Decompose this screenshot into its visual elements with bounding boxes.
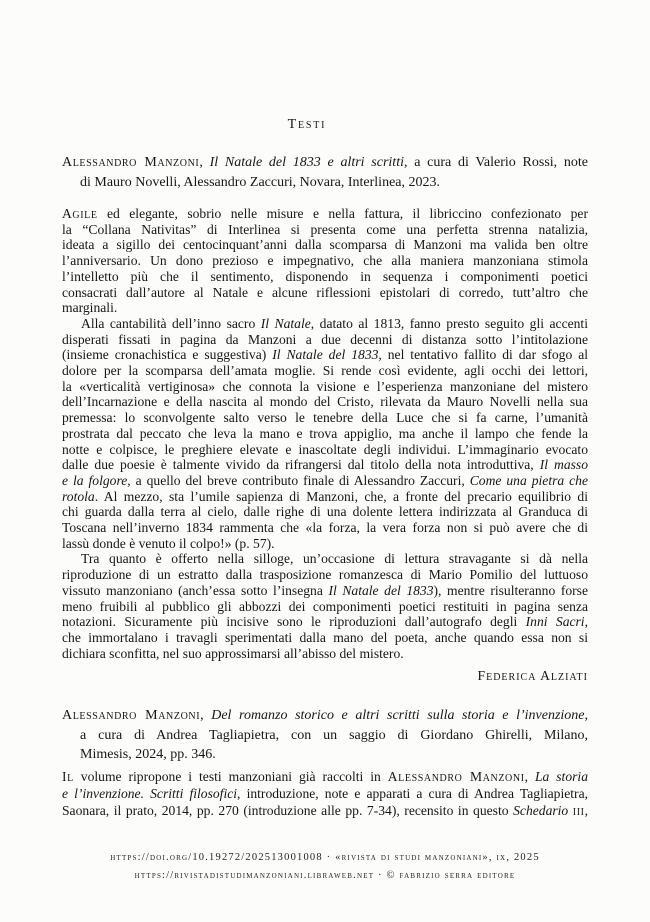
text-line <box>62 583 588 599</box>
text-run: , a cura di Valerio Rossi, note <box>403 155 588 170</box>
small-caps-text: Alessandro Manzoni <box>62 155 200 170</box>
text-line <box>62 536 588 552</box>
text-line <box>62 269 588 285</box>
text-run: premessa: lo sconvolgente salto verso le tenebre della Luce che si fa carne, l’umanità <box>62 410 588 426</box>
text-line <box>62 630 588 646</box>
text-run: dalle due poesie è talmente vivido da rifrangersi dal titolo della nota introduttiva, <box>62 457 540 473</box>
text-line <box>62 567 588 583</box>
text-run: l’anniversario. Un dono prezioso e impegnativo, che alla maniera manzoniana stimola <box>62 253 588 269</box>
text-line <box>62 442 588 458</box>
review-citation <box>62 706 588 765</box>
text-run: notazioni. Sicuramente più incisive sono le riproduzioni dall’autografo degli <box>62 614 526 630</box>
text-line <box>62 316 588 332</box>
text-run: vissuto manzoniano (anch’essa sotto l’insegna <box>62 582 329 598</box>
text-line <box>62 394 588 410</box>
review-citation <box>62 153 588 193</box>
text-line <box>62 599 588 615</box>
paragraph <box>62 206 588 316</box>
review-body <box>62 206 588 661</box>
footer-site-line: https://rivistadistudimanzoniani.libraweb.net · © fabrizio serra editore <box>134 870 516 881</box>
italic-text: Come una pietra che <box>469 472 588 488</box>
text-line <box>62 768 588 785</box>
text-run: che immortalano i travagli sperimentati dalla mano del poeta, anche quando essa non si <box>62 629 588 645</box>
small-caps-text: Agile <box>62 206 98 221</box>
text-run: . Al mezzo, sta l’umile sapienza di Manzoni, che, a fronte del precario equilibrio di <box>94 488 588 504</box>
text-run: dolore per la scomparsa dell’amata moglie. Si rende così evidente, agli occhi dei lettori, <box>62 363 588 379</box>
text-run: , <box>584 614 588 630</box>
text-run: , <box>199 155 210 170</box>
text-run: Saonara, il prato, 2014, pp. 270 (introduzione alle pp. 7-34), recensito in questo <box>62 803 514 818</box>
text-line <box>62 173 588 193</box>
text-run: la «verticalità vertiginosa» che connota la visione e l’esperienza manzoniane del mistero <box>62 378 588 394</box>
italic-text: e l’invenzione. Scritti filosofici <box>62 786 238 801</box>
text-line <box>62 802 588 819</box>
text-run: riproduzione di un estratto dalla trasposizione romanzesca di Mario Pomilio del luttuoso <box>62 567 588 583</box>
text-run: marginali. <box>62 300 118 316</box>
text-run: notte e colpisce, le preghiere elevate e inascoltate degli individui. L’immaginario evocato <box>62 441 588 457</box>
text-line <box>62 347 588 363</box>
text-line <box>62 153 588 173</box>
paragraph <box>62 768 588 819</box>
text-line <box>62 614 588 630</box>
italic-text: Schedario <box>513 803 569 818</box>
paragraph <box>62 316 588 552</box>
italic-text: Il Natale <box>260 315 311 331</box>
italic-text: Il Natale del 1833 <box>328 582 434 598</box>
text-run: ideata a sigillo dei centocinquant’anni dalla scomparsa di Manzoni ma valida ben oltre <box>62 237 588 253</box>
small-caps-text: Alessandro Manzoni <box>387 769 525 784</box>
text-line <box>62 222 588 238</box>
text-run: , introduzione, note e apparati a cura di Andrea Tagliapietra, <box>237 786 588 801</box>
text-run: , nel tentativo fallito di dar sfogo al <box>378 347 588 363</box>
text-line <box>62 646 588 662</box>
small-caps-text: Il <box>62 769 74 784</box>
text-run: , <box>584 708 588 723</box>
italic-text: La storia <box>534 769 588 784</box>
text-line <box>62 706 588 726</box>
text-run: ), mentre risulteranno forse <box>433 582 588 598</box>
text-run: disperati fissati in pagina da Manzoni a due decenni di distanza sotto l’intitolazione <box>62 331 588 347</box>
text-run: , <box>584 803 588 818</box>
text-run: lassù donde è venuto il colpo!» (p. 57). <box>62 535 275 551</box>
text-run: dichiara sconfitta, nel suo approssimarsi all’abisso del mistero. <box>62 645 404 661</box>
italic-text: rotola <box>62 488 95 504</box>
text-line <box>62 745 588 765</box>
text-run: Toscana nell’inverno 1834 rammenta che «la forza, la vera forza non si può avere che di <box>62 520 588 536</box>
text-run: prostrata dal peccato che leva la mano e trova appiglio, ma anche il lampo che fende la <box>62 425 588 441</box>
small-caps-text: iii <box>572 803 585 818</box>
text-run: Mimesis, 2024, pp. 346. <box>80 747 216 762</box>
text-line <box>62 473 588 489</box>
text-run: , <box>200 708 212 723</box>
text-run: ed elegante, sobrio nelle misure e nella fattura, il libriccino confezionato per <box>97 206 588 221</box>
text-run: Tra quanto è offerto nella silloge, un’occasione di lettura stravagante si dà nella <box>81 551 588 567</box>
text-run: , a quello del breve contributo finale di Alessandro Zaccuri, <box>127 472 470 488</box>
text-line <box>62 785 588 802</box>
italic-text: Del romanzo storico e altri scritti sulla storia e l’invenzione <box>211 708 585 723</box>
text-run: consacrati dall’autore al Natale e alcune riflessioni epistolari di corredo, tutt’altro che <box>62 284 588 300</box>
text-run: chi guarda dalla terra al cielo, dalle righe di una dolente lettera indirizzata al Granduca di <box>62 504 588 520</box>
text-line <box>62 504 588 520</box>
text-line <box>62 285 588 301</box>
text-run: , <box>524 769 535 784</box>
text-line <box>62 489 588 505</box>
text-line <box>62 410 588 426</box>
section-heading: Testi <box>287 117 327 132</box>
text-line <box>62 237 588 253</box>
text-line <box>62 300 588 316</box>
text-line <box>62 332 588 348</box>
italic-text: Il Natale del 1833 <box>272 347 379 363</box>
text-run: di Mauro Novelli, Alessandro Zaccuri, Novara, Interlinea, 2023. <box>80 175 441 190</box>
text-run: dell’Incarnazione e della nascita al mondo del Cristo, rilevata da Mauro Novelli nella sua <box>62 394 588 410</box>
footer-doi-line: https://doi.org/10.19272/202513001008 · «rivista di studi manzoniani», ix, 2025 <box>110 852 540 863</box>
reviewer-signature: Federica Alziati <box>477 668 588 683</box>
italic-text: e la folgore <box>62 472 128 488</box>
text-line <box>62 253 588 269</box>
text-run: a cura di Andrea Tagliapietra, con un saggio di Giordano Ghirelli, Milano, <box>80 727 588 743</box>
text-line <box>62 726 588 746</box>
italic-text: Il Natale del 1833 e altri scritti <box>209 155 404 170</box>
italic-text: Inni Sacri <box>525 614 585 630</box>
text-run: Alla cantabilità dell’inno sacro <box>81 315 261 331</box>
text-run: , datato al 1813, fanno presto seguito gli accenti <box>310 315 588 331</box>
small-caps-text: Alessandro Manzoni <box>62 708 201 723</box>
text-line <box>62 379 588 395</box>
italic-text: Il masso <box>539 457 588 473</box>
text-line <box>62 426 588 442</box>
text-line <box>62 457 588 473</box>
text-run: (insieme cronachistica e suggestiva) <box>62 347 273 363</box>
text-line <box>62 551 588 567</box>
text-run: meno fruibili al pubblico gli abbozzi dei componimenti poetici restituiti in pagina senza <box>62 598 588 614</box>
text-run: l’intelletto più che il sentimento, disponendo in sequenza i componimenti poetici <box>62 268 588 284</box>
review-body <box>62 768 588 819</box>
text-run: la “Collana Nativitas” di Interlinea si presenta come una perfetta strenna natalizia, <box>62 221 588 237</box>
paragraph <box>62 551 588 661</box>
text-line <box>62 520 588 536</box>
text-line <box>62 363 588 379</box>
text-run: volume ripropone i testi manzoniani già raccolti in <box>73 769 388 784</box>
text-line <box>62 206 588 222</box>
